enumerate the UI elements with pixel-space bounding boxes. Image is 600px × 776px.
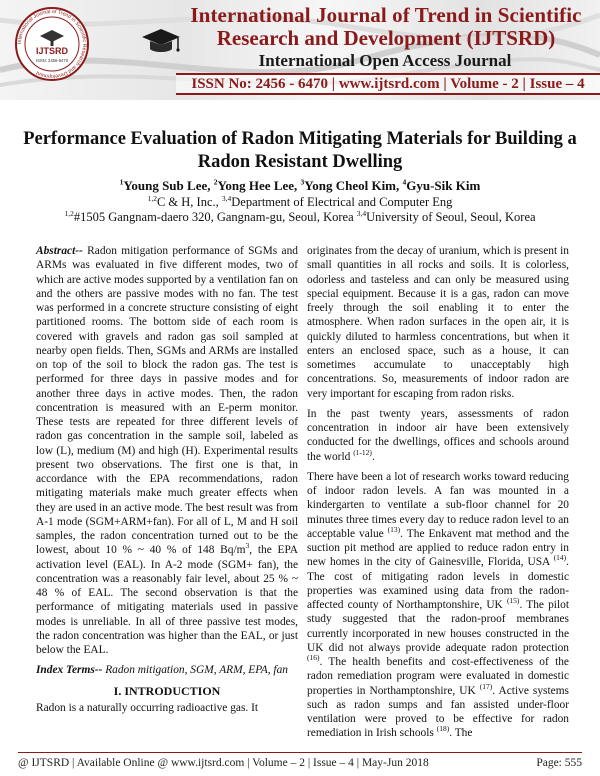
svg-text:ISSN: 2456-6470: ISSN: 2456-6470 xyxy=(35,58,69,63)
issn-bar xyxy=(176,73,600,95)
abstract-label: Abstract-- xyxy=(36,245,83,257)
unit-superscript: 3 xyxy=(245,541,250,551)
intro-paragraph-3 xyxy=(307,470,569,741)
affil-text: Department of Electrical and Computer Eng xyxy=(231,195,453,209)
footer-rule xyxy=(18,752,582,753)
affil-sup: 3,4 xyxy=(356,208,367,218)
introduction-start: Radon is a naturally occurring radioactive gas. It xyxy=(36,701,259,714)
citation: (14) xyxy=(553,553,567,563)
citation: (16) xyxy=(307,653,320,663)
abstract-text-part2: , the EPA activation level (EAL). In A-2 mode (SGM+ fan), the concentration was a reasonably fair level, about 25 % ~ 48 % of EAL. The second observation is that the performance of mitigating materials used in passive modes is unreliable. In all of three passive test modes, the radon concentration was higher than the EAL, or just below the EAL. xyxy=(36,544,298,656)
journal-name-line2: Research and Development (IJTSRD) xyxy=(216,26,556,50)
affiliation-line1 xyxy=(20,195,580,210)
citation: (1-12) xyxy=(353,447,372,457)
index-terms-label: Index Terms-- xyxy=(36,664,103,677)
footer-text: @ IJTSRD | Available Online @ www.ijtsrd.com | Volume – 2 | Issue – 4 | May-Jun 2018 xyxy=(18,757,429,769)
page-number: Page: 555 xyxy=(536,757,582,769)
right-column xyxy=(307,244,569,747)
para3-text: . Active systems such as radon sumps and fan assisted under-floor ventilation were proved to be effective for radon remediation in Irish schools xyxy=(307,684,569,740)
para3-text: . The pilot study suggested that the radon-proof membranes currently incorporated in new houses constructed in the UK did not always provide adequate radon protection xyxy=(307,599,569,654)
page-footer xyxy=(0,752,600,776)
svg-text:International Journal of Trend: International Journal of Trend in Scientific Research and Development xyxy=(16,8,88,80)
para3-text: . The cost of mitigating radon levels in domestic properties was examined using data from the radon-affected county of Northamptonshire, UK xyxy=(307,556,569,611)
author-name: Young Sub Lee, xyxy=(123,178,214,193)
journal-access-label: International Open Access Journal xyxy=(258,51,512,70)
citation: (13) xyxy=(387,524,401,534)
para2-text: In the past twenty years, assessments of radon concentration in indoor air have been extensively conducted for the dwellings, offices and schools around the world xyxy=(307,407,569,463)
issn-text: ISSN No: 2456 - 6470 | www.ijtsrd.com | Volume - 2 | Issue – 4 xyxy=(191,76,585,92)
author-name: Yong Cheol Kim, xyxy=(304,178,403,193)
citation: (15) xyxy=(506,596,520,606)
affiliation-line2 xyxy=(20,210,580,225)
author-name: Gyu-Sik Kim xyxy=(406,178,481,193)
svg-text:IJTSRD: IJTSRD xyxy=(35,46,69,56)
affil-text: #1505 Gangnam-daero 320, Gangnam-gu, Seoul, Korea xyxy=(73,210,357,224)
affil-text: University of Seoul, Seoul, Korea xyxy=(366,210,536,224)
journal-banner xyxy=(0,0,600,100)
author-sup: 2 xyxy=(213,177,218,187)
journal-name-line1: International Journal of Trend in Scientific xyxy=(190,3,582,27)
journal-seal-logo xyxy=(14,6,90,82)
para3-text: . The health benefits and cost-effectiveness of the radon remediation program were evaluated in domestic properties in Northamptonshire, UK xyxy=(307,656,569,697)
abstract-paragraph xyxy=(36,244,298,657)
affil-sup: 1,2 xyxy=(64,208,74,218)
intro-paragraph-1: originates from the decay of uranium, which is present in small quantities in all rocks and soils. It is colorless, odorless and tasteless and can only be measured using special equipment. Because it is a gas, radon can move freely through the soil enabling it to enter the atmosphere. When radon surfaces in the open air, it is quickly diluted to harmless concentrations, but when it enters an enclosed space, such as a house, it can sometimes accumulate to unacceptably high concentrations. So, measurements of indoor radon are very important for escaping from radon risks. xyxy=(307,245,569,400)
graduation-cap-icon xyxy=(140,27,182,55)
affil-text: C & H, Inc., xyxy=(156,195,222,209)
para2-end: . xyxy=(371,450,375,463)
affil-sup: 1,2 xyxy=(147,193,157,203)
citation: (18) xyxy=(436,724,450,734)
para3-text: There have been a lot of research works toward reducing of indoor radon levels. A fan was mounted in a kindergarten to ventilate a sub-floor channel for 20 minutes three times every day to reduce radon level to an acceptable value xyxy=(307,470,569,540)
paper-title: Performance Evaluation of Radon Mitigating Materials for Building a Radon Resistant Dwelling xyxy=(23,129,577,172)
author-list xyxy=(20,178,580,194)
introduction-heading: I. INTRODUCTION xyxy=(113,683,221,698)
affil-sup: 3,4 xyxy=(221,193,232,203)
para3-text: . The xyxy=(449,727,473,740)
author-sup: 4 xyxy=(402,177,407,187)
index-terms-text: Radon mitigation, SGM, ARM, EPA, fan xyxy=(102,664,288,677)
intro-paragraph-2 xyxy=(307,407,569,464)
index-terms-paragraph xyxy=(36,663,298,677)
abstract-text-part1: Radon mitigation performance of SGMs and ARMs was evaluated in five different modes, two of which are active modes supported by a ventilation fan on and the others are passive modes with no fan. The test was performed in a concrete structure consisting of eight partitioned rooms. The bottom side of each room is covered with gravels and radon gas soil sampled at nearby open fields. Then, SGMs and ARMs are installed on top of the soil to block the radon gas. The test is performed for three days in passive modes and for another three days in active modes. Then, the radon concentration is measured with an E-perm monitor. These tests are repeated for three different levels of radon gas concentration in the sample soil, labeled as low (L), medium (M) and high (H). Experimental results present two observations. The first one is that, in accordance with the EPA recommendations, radon mitigating materials make much greater effects when they are used in an active mode. The best result was from A-1 mode (SGM+ARM+fan). For all of L, M and H soil samples, the radon concentration turned out to be the lowest, about 10 % ~ 40 % of 148 Bq/m xyxy=(36,245,298,557)
author-sup: 1 xyxy=(119,177,124,187)
left-column xyxy=(36,244,298,721)
citation: (17) xyxy=(479,681,493,691)
author-name: Yong Hee Lee, xyxy=(217,178,301,193)
author-sup: 3 xyxy=(300,177,305,187)
para3-text: . The Enkavent mat method and the suction pit method are applied to reduce radon entry in new homes in the city of Gainesville, Florida, USA xyxy=(307,527,569,569)
